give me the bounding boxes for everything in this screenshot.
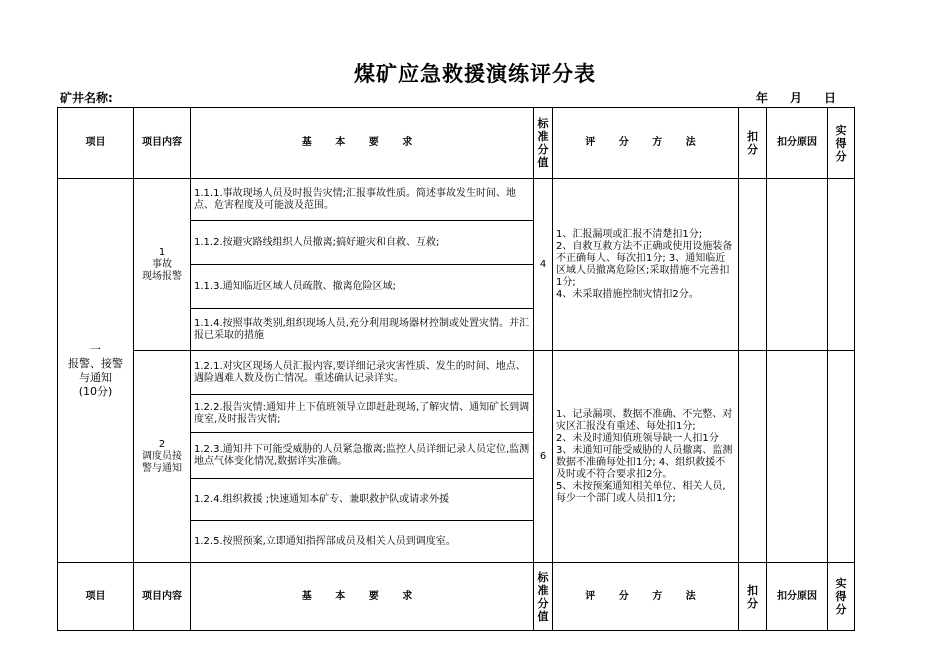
requirement-1-1-3: 1.1.3.通知临近区域人员疏散、撤离危险区域; [191,265,534,309]
header-requirements: 基 本 要 求 [191,108,534,179]
scoring-table [57,107,855,631]
header-method: 评 分 方 法 [553,108,739,179]
header-standard-score-repeat: 标 准 分 值 [534,563,553,631]
deduct-cell-2 [739,351,767,563]
deduct-cell-1 [739,179,767,351]
header-standard-score: 标 准 分 值 [534,108,553,179]
scoring-method-2: 1、记录漏项、数据不准确、不完整、对灾区汇报没有重述、每处扣1分; 2、未及时通知值班领导缺一人扣1分 3、未通知可能受威胁的人员撤离、监测数据不准确每处扣1分; 4、组织救援不及时或不符合要求扣2分。 5、未按预案通知相关单位、相关人员,每少一个部门或人员扣1分; [553,351,739,563]
repeated-header-row [58,563,855,631]
actual-cell-1 [828,179,855,351]
header-method-repeat: 评 分 方 法 [553,563,739,631]
header-item-repeat: 项目 [58,563,134,631]
mine-name-label: 矿井名称: [60,91,113,105]
header-actual: 实 得 分 [828,108,855,179]
header-reason: 扣分原因 [767,108,828,179]
group-label-1: 1 事故 现场报警 [134,179,191,351]
page-title: 煤矿应急救援演练评分表 [354,62,596,86]
requirement-1-1-2: 1.1.2.按避灾路线组织人员撤离;搞好避灾和自救、互救; [191,221,534,265]
section-label: 一 报警、接警 与通知 (10分) [58,179,134,563]
date-month-label: 月 [790,91,803,105]
header-deduct: 扣 分 [739,108,767,179]
header-content: 项目内容 [134,108,191,179]
requirement-1-2-1: 1.2.1.对灾区现场人员汇报内容,要详细记录灾害性质、发生的时间、地点、遇险遇难人数及伤亡情况。重述确认记录详实。 [191,351,534,395]
header-content-repeat: 项目内容 [134,563,191,631]
requirement-1-2-4: 1.2.4.组织救援 ;快速通知本矿专、兼职救护队或请求外援 [191,479,534,521]
header-item: 项目 [58,108,134,179]
standard-score-2: 6 [534,351,553,563]
group-label-2: 2 调度员接 警与通知 [134,351,191,563]
requirement-1-2-3: 1.2.3.通知井下可能受威胁的人员紧急撤离;监控人员详细记录人员定位,监测地点气体变化情况,数据详实准确。 [191,433,534,479]
reason-cell-2 [767,351,828,563]
actual-cell-2 [828,351,855,563]
requirement-1-1-4: 1.1.4.按照事故类别,组织现场人员,充分利用现场器材控制或处置灾情。并汇报已采取的措施 [191,309,534,351]
date-year-label: 年 [756,91,769,105]
requirement-1-2-2: 1.2.2.报告灾情:通知井上下值班领导立即赶赴现场,了解灾情、通知矿长到调度室,及时报告灾情; [191,395,534,433]
header-deduct-repeat: 扣 分 [739,563,767,631]
reason-cell-1 [767,179,828,351]
standard-score-1: 4 [534,179,553,351]
header-reason-repeat: 扣分原因 [767,563,828,631]
requirement-1-2-5: 1.2.5.按照预案,立即通知指挥部成员及相关人员到调度室。 [191,521,534,563]
table-row [58,179,855,221]
table-row [58,351,855,395]
scoring-method-1: 1、汇报漏项或汇报不清楚扣1分; 2、自救互救方法不正确或使用设施装备 不正确每人、每次扣1分; 3、通知临近区域人员撤离危险区;采取措施不完善扣1分; 4、未采取措施控制灾情扣2分。 [553,179,739,351]
requirement-1-1-1: 1.1.1.事故现场人员及时报告灾情;汇报事故性质。简述事故发生时间、地点、危害程度及可能波及范围。 [191,179,534,221]
header-requirements-repeat: 基 本 要 求 [191,563,534,631]
header-row [58,108,855,179]
header-actual-repeat: 实 得 分 [828,563,855,631]
date-day-label: 日 [824,91,837,105]
